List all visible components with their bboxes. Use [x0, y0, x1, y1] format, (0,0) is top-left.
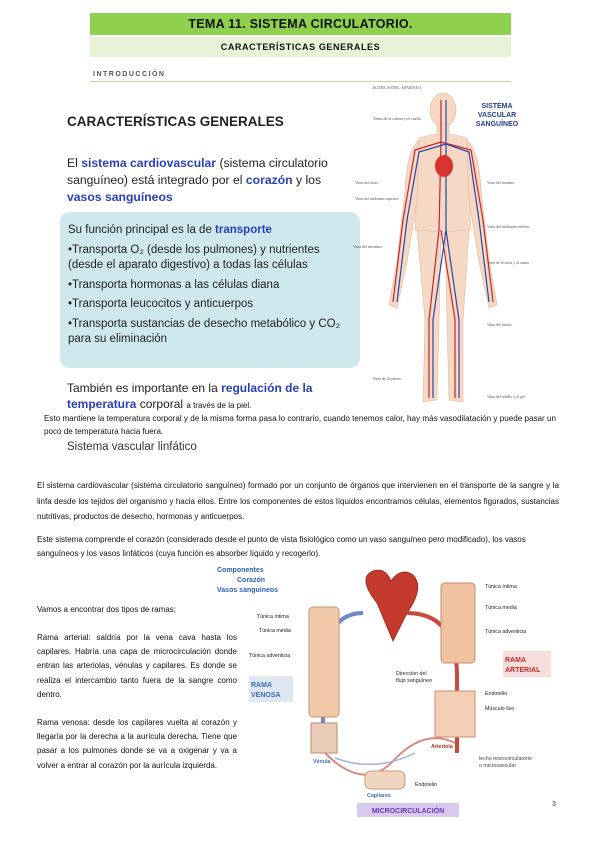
venule-label: Vénula — [313, 759, 331, 765]
venule-tube — [311, 723, 337, 753]
svg-text:Túnica adventicia: Túnica adventicia — [485, 629, 527, 635]
capillary-bed-2 — [335, 753, 415, 764]
arterial-branch-label-2: ARTERIAL — [505, 667, 541, 674]
venous-branch-text: Rama venosa: desde los capilares vuelta al corazón y llegaría por la derecha a la aurícula derecha. Tiene que pasar a los pulmones donde se va a oxigenar y va a volver a entrar al corazón por la aurícula izquierda. — [37, 718, 237, 770]
arterial-branch-text: Rama arterial: saldría por la vena cava hasta los capilares. Habría una capa de microcirculación donde entran las arteriolas, vénulas y capilares. Es donde se realiza el intercambio tanto fuera de la sangre como dentro. — [37, 633, 237, 699]
heart-icon — [366, 570, 418, 641]
svg-text:Vena del abdomen inferior: Vena del abdomen inferior — [487, 224, 530, 229]
function-box — [60, 212, 360, 368]
components-legend — [217, 567, 278, 594]
svg-text:Vena del hombro: Vena del hombro — [487, 180, 515, 185]
svg-text:Vena del muslo: Vena del muslo — [487, 322, 512, 327]
chapter-title: TEMA 11. SISTEMA CIRCULATORIO. — [90, 13, 511, 35]
arteriole-label: Arteriola — [431, 744, 453, 750]
section-label: INTRODUCCIÓN — [93, 71, 166, 78]
vessel-structure-figure — [217, 563, 555, 823]
page-number: 3 — [552, 801, 556, 808]
function-bullet: •Transporta leucocitos y anticuerpos — [68, 298, 254, 310]
figure-title-3: SANGUÍNEO — [475, 121, 519, 128]
svg-text:Túnica media: Túnica media — [485, 605, 517, 611]
venous-branch-label-2: VENOSA — [251, 692, 281, 699]
svg-text:Túnica media: Túnica media — [259, 628, 291, 634]
paragraph-1: El sistema cardiovascular (sistema circulatorio sanguíneo) formado por un conjunto de órganos que intervienen en el transporte de la sangre y la linfa desde los tejidos del organismo y hacia ellos. Entre los componentes de estos líquidos encontramos células, elementos figurados, sustancias nutritivas, productos de desecho, hormonas y anticuerpos. — [37, 481, 559, 522]
capillaries-label: Capilares — [367, 793, 391, 799]
flow-direction-label-2: flujo sanguíneo — [396, 678, 432, 684]
temperature-text: También es importante en la regulación de la temperatura corporal a través de la piel. — [67, 381, 313, 411]
capillary-tube — [365, 771, 405, 789]
svg-text:Vena del abdomen superior: Vena del abdomen superior — [355, 196, 399, 201]
temperature-note: Esto mantiene la temperatura corporal y de la misma forma pasa lo contrario, cuando tenemos calor, hay más vasodilatación y puede pasar un poco de temperatura hacia fuera. — [44, 414, 556, 436]
figure-top-label: ACERCA DEL APARATO — [372, 85, 421, 90]
function-bullet: •Transporta hormonas a las células diana — [68, 278, 280, 291]
artery-tube — [441, 583, 475, 663]
flow-direction-label: Dirección del — [396, 671, 427, 677]
svg-text:Vena del miembro: Vena del miembro — [353, 244, 383, 249]
capillary-endothelium-label: Endotelio — [415, 782, 438, 788]
svg-text:Vena de la axila y la mano: Vena de la axila y la mano — [487, 260, 530, 265]
microvascular-bed-label: lecho microcirculatorio — [479, 756, 532, 762]
vein-tube — [309, 607, 339, 717]
lymph-heading: Sistema vascular linfático — [67, 441, 197, 453]
svg-text:Vasos sanguíneos: Vasos sanguíneos — [217, 587, 279, 594]
microcirculation-label: MICROCIRCULACIÓN — [371, 808, 445, 815]
veins — [397, 100, 489, 398]
venous-branch-label: RAMA — [251, 682, 272, 689]
arteriole-tube — [435, 691, 475, 737]
branches-intro: Vamos a encontrar dos tipos de ramas: — [37, 605, 177, 614]
svg-text:Corazón: Corazón — [237, 577, 265, 584]
function-bullet: •Transporta sustancias de desecho metabólico y CO₂ para su eliminación — [68, 317, 341, 345]
figure-title-2: VASCULAR — [477, 112, 517, 119]
svg-text:Venas de la cabeza y el cuello: Venas de la cabeza y el cuello — [373, 116, 421, 121]
smooth-muscle-label: Músculo liso — [485, 706, 515, 712]
svg-text:Vena de la pierna: Vena de la pierna — [373, 376, 401, 381]
svg-text:Túnica íntima: Túnica íntima — [257, 614, 289, 620]
paragraph-2: Este sistema comprende el corazón (considerado desde el punto de vista fisiológico como un vaso sanguíneo pero modificado), los vasos sanguíneos y los vasos linfáticos (cuya función es absorber líquido y recogerlo). — [37, 535, 526, 558]
endothelium-label: Endotelio — [485, 691, 508, 697]
svg-text:Túnica íntima: Túnica íntima — [485, 584, 517, 590]
function-bullet: •Transporta O₂ (desde los pulmones) y nutrientes (desde el aparato digestivo) a todas las células — [68, 243, 320, 271]
microvascular-bed-label-2: o microvascular — [479, 763, 517, 769]
vascular-system-figure — [345, 80, 545, 415]
svg-text:Vena del tórax: Vena del tórax — [355, 180, 379, 185]
svg-text:Vena del tobillo y el pie: Vena del tobillo y el pie — [487, 394, 526, 399]
arterial-branch-label: RAMA — [505, 657, 526, 664]
slide-heading: CARACTERÍSTICAS GENERALES — [67, 114, 284, 129]
svg-text:Componentes: Componentes — [217, 567, 264, 574]
svg-text:Túnica adventicia: Túnica adventicia — [249, 653, 291, 659]
slide-lead: El sistema cardiovascular (sistema circulatorio sanguíneo) está integrado por el corazón y los vasos sanguíneos — [67, 156, 328, 204]
heart-icon — [435, 155, 453, 177]
function-heading: Su función principal es la de transporte — [68, 224, 272, 236]
chapter-subtitle: CARACTERÍSTICAS GENERALES — [90, 37, 511, 57]
figure-title-1: SISTEMA — [481, 103, 513, 110]
